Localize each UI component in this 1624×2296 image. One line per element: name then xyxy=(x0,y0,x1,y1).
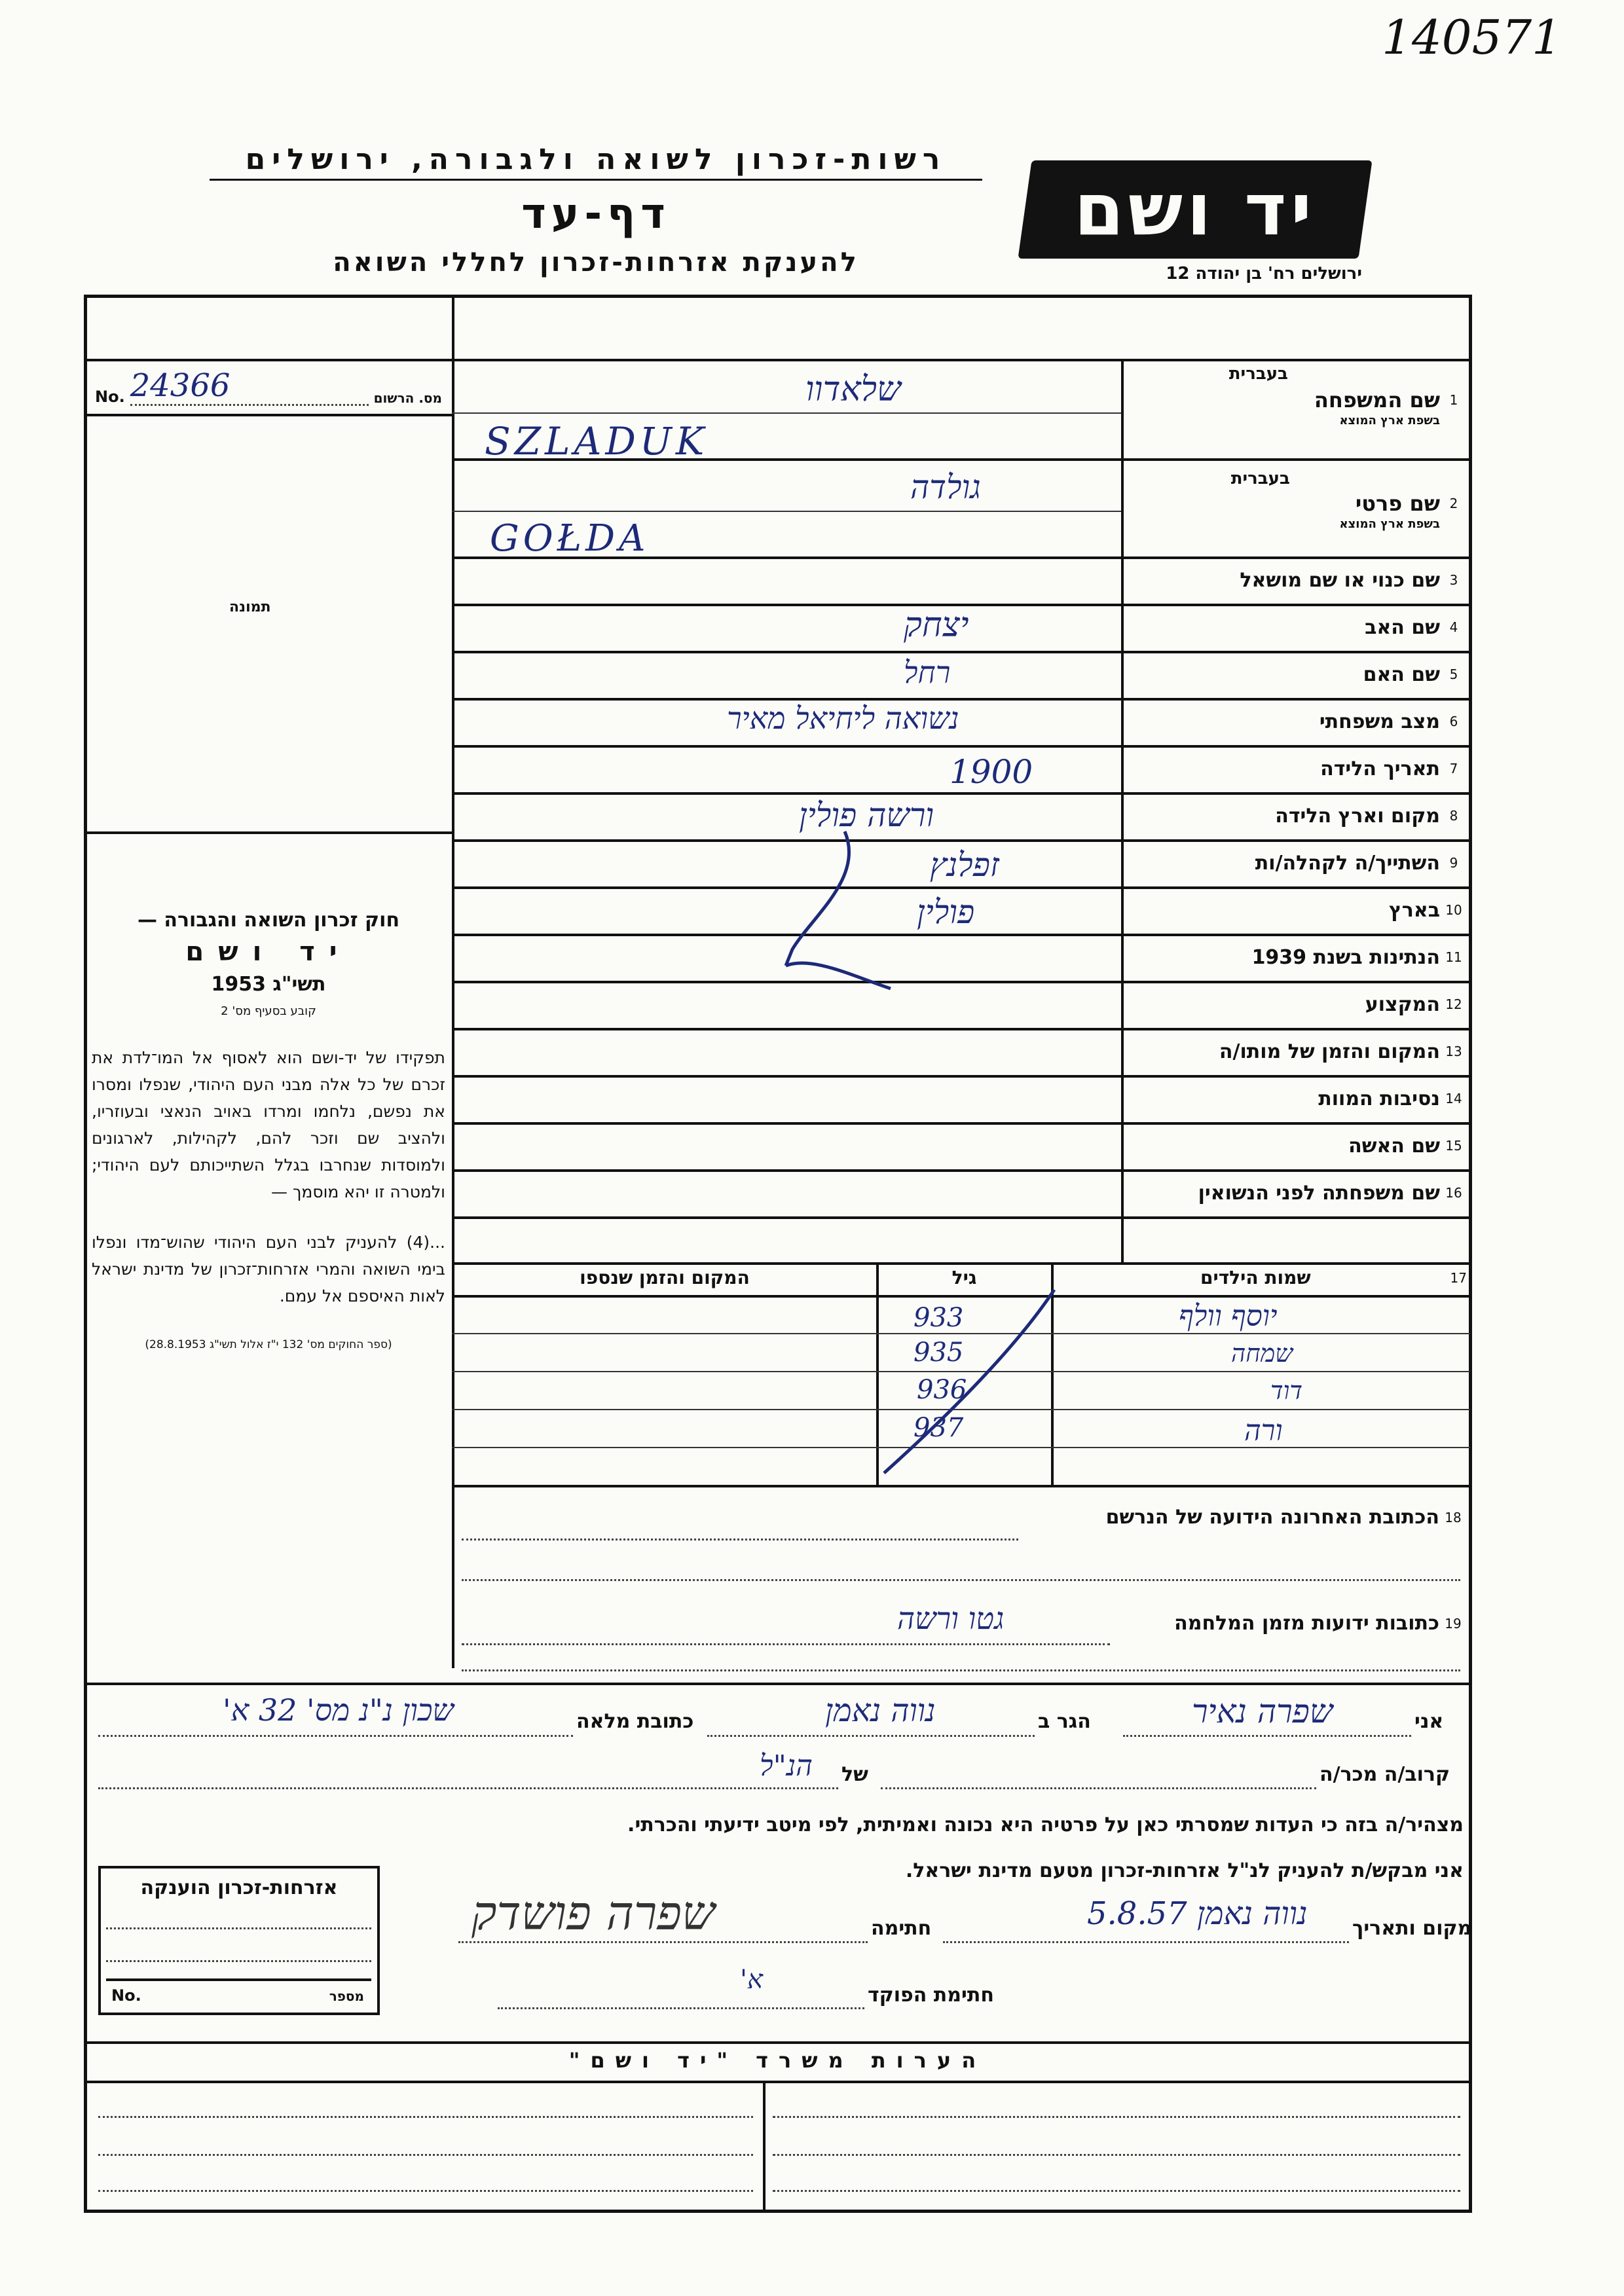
field-3-label-cell xyxy=(1124,556,1467,604)
field-13-number: 13 xyxy=(1445,1044,1462,1059)
field-1-label-cell xyxy=(1124,361,1467,457)
children-age-col: גיל xyxy=(951,1267,977,1288)
place-date-value: נווה נאמן 5.8.57 xyxy=(1087,1895,1308,1932)
field-14-label: נסיבות המוות xyxy=(1318,1087,1440,1110)
field-7-value: 1900 xyxy=(950,753,1033,791)
law-source: (ספר החוקים מס' 132 י"ז אלול תשי"ג 28.8.1953) xyxy=(145,1338,392,1351)
field-17-number: 17 xyxy=(1450,1269,1467,1286)
field-9-label: השתייך/ה לקהלה/ות xyxy=(1255,851,1440,875)
field-12-label: המקצוע xyxy=(1365,993,1440,1016)
field-9-value: זפלנץ xyxy=(930,846,999,884)
field-1-value-latin: SZLADUK xyxy=(485,419,709,464)
certificate-number-prefix: No. xyxy=(111,1986,141,2005)
field-15-number: 15 xyxy=(1445,1138,1462,1154)
field-16-label: שם משפחתה לפני הנשואין xyxy=(1198,1181,1440,1205)
field-8-value: ורשה פולין xyxy=(799,796,934,834)
field-7-label-cell xyxy=(1124,745,1467,792)
field-14-number: 14 xyxy=(1445,1091,1462,1106)
signature-value: שפרה פושדק xyxy=(471,1886,715,1941)
yad-vashem-logo xyxy=(1018,160,1372,259)
field-18-label-cell xyxy=(1022,1506,1467,1529)
declaration-relative-label: קרוב/ה מכר/ה xyxy=(1320,1763,1450,1786)
photo-label: תמונה xyxy=(229,599,271,615)
field-8-label-cell xyxy=(1124,792,1467,839)
field-2-value-hebrew: גולדה xyxy=(910,468,981,506)
field-2-label-cell xyxy=(1124,461,1467,556)
registration-label: מס. הרשום xyxy=(373,390,442,406)
field-10-label-cell xyxy=(1124,886,1467,934)
children-place-col: המקום והזמן שנספו xyxy=(580,1267,750,1288)
form-subtitle: להענקת אזרחות-זכרון לחללי השואה xyxy=(333,247,859,278)
child-2-name: שמחה xyxy=(1231,1339,1293,1368)
field-2-origin-sub: בשפת ארץ המוצא xyxy=(1339,517,1440,531)
remarks-title: הערות משרד "יד ושם" xyxy=(568,2048,987,2073)
field-11-label-cell xyxy=(1124,934,1467,981)
declaration-line-1: מצהיר/ה בזה כי העדות שמסרתי כאן על פרטיה היא נכונה ואמיתית, לפי מיטב ידיעתי והכרתי. xyxy=(627,1813,1464,1836)
field-4-label: שם האב xyxy=(1365,615,1440,639)
field-13-label: המקום והזמן של מותו/ה xyxy=(1219,1040,1440,1063)
children-strike-stroke xyxy=(871,1283,1067,1480)
declaration-address-value: שכון נ"נ מס' 32 א' xyxy=(223,1692,454,1728)
address-line: ירושלים רח' בן יהודה 12 xyxy=(1166,264,1362,283)
child-3-name: דוד xyxy=(1270,1376,1302,1405)
field-4-value: יצחק xyxy=(904,606,969,645)
field-19-value: גטו ורשה xyxy=(897,1601,1005,1636)
declaration-name: שפרה נאיר xyxy=(1192,1692,1333,1730)
field-10-value: פולין xyxy=(917,893,975,931)
field-7-label: תאריך הלידה xyxy=(1320,757,1440,780)
logo-text: יד ושם xyxy=(1074,168,1316,251)
field-1-label: שם המשפחה xyxy=(1314,388,1440,412)
field-9-label-cell xyxy=(1124,839,1467,886)
field-2-number: 2 xyxy=(1449,496,1458,511)
certificate-number-label: מספר xyxy=(329,1988,364,2004)
child-2-age: 935 xyxy=(913,1338,964,1368)
declaration-of-label: של xyxy=(841,1763,868,1786)
field-9-number: 9 xyxy=(1449,855,1458,871)
field-6-number: 6 xyxy=(1449,714,1458,729)
field-18-number: 18 xyxy=(1445,1509,1462,1525)
child-1-age: 933 xyxy=(913,1303,964,1333)
signature-label: חתימה xyxy=(871,1917,932,1940)
field-1-number: 1 xyxy=(1449,392,1458,408)
place-date-label: מקום ותאריך xyxy=(1352,1917,1472,1940)
children-names-col: שמות הילדים xyxy=(1200,1267,1311,1288)
field-11-label: הנתינות בשנת 1939 xyxy=(1251,945,1440,969)
field-5-value: רחל xyxy=(904,655,951,690)
field-6-label: מצב משפחתי xyxy=(1319,710,1440,733)
field-6-label-cell xyxy=(1124,698,1467,745)
field-8-number: 8 xyxy=(1449,808,1458,824)
field-8-label: מקום וארץ הלידה xyxy=(1275,804,1440,828)
field-19-label: כתובות ידועות מזמן המלחמה xyxy=(1174,1612,1439,1635)
org-line: רשות-זכרון לשואה ולגבורה, ירושלים xyxy=(210,143,982,181)
field-3-number: 3 xyxy=(1449,572,1458,588)
registration-row xyxy=(95,367,442,406)
child-3-age: 936 xyxy=(917,1375,967,1405)
field-19-number: 19 xyxy=(1445,1615,1462,1631)
bracket-stroke xyxy=(773,825,969,995)
declaration-resides-label: הגר ב xyxy=(1038,1710,1091,1733)
registration-prefix: No. xyxy=(95,388,125,406)
field-10-number: 10 xyxy=(1445,902,1462,918)
form-title: דף-עד xyxy=(521,190,671,238)
field-11-number: 11 xyxy=(1445,949,1462,965)
field-5-label: שם האם xyxy=(1363,663,1440,686)
field-4-number: 4 xyxy=(1449,619,1458,635)
field-2-value-latin: GOŁDA xyxy=(490,517,650,560)
child-1-name: יוסף וולף xyxy=(1179,1300,1278,1333)
law-clause: קובע בסעיף מס' 2 xyxy=(221,1004,316,1018)
field-16-label-cell xyxy=(1124,1169,1467,1216)
law-text-block xyxy=(92,907,445,1358)
field-18-label: הכתובת האחרונה הידועה של הנרשם xyxy=(1105,1506,1439,1529)
declaration-of-value: הנ"ל xyxy=(760,1749,813,1783)
field-12-number: 12 xyxy=(1445,996,1462,1012)
field-16-number: 16 xyxy=(1445,1185,1462,1201)
field-19-label-cell xyxy=(1113,1612,1467,1635)
field-2-label: שם פרטי xyxy=(1355,491,1440,516)
law-year: תשי"ג 1953 xyxy=(211,973,326,996)
law-name: יד ושם xyxy=(185,937,352,967)
field-10-label: בארץ xyxy=(1388,898,1440,922)
officer-signature-label: חתימת הפוקד xyxy=(868,1984,994,2007)
declaration-line-2: אני מבקש/ת להעניק לנ"ל אזרחות-זכרון מטעם מדינת ישראל. xyxy=(905,1859,1464,1882)
declaration-address-label: כתובת מלאה xyxy=(576,1710,694,1733)
field-13-label-cell xyxy=(1124,1028,1467,1075)
child-4-name: ורה xyxy=(1244,1414,1283,1448)
field-7-number: 7 xyxy=(1449,761,1458,776)
field-2-hebrew-sub: בעברית xyxy=(1230,469,1290,488)
law-body-2: ...(4) להעניק לבני העם היהודי שהוש־מדו ונפלו בימי השואה והמרי אזרחות־זכרון של מדינת ישראל לאות האיספם אל עמם. xyxy=(92,1233,445,1305)
field-5-label-cell xyxy=(1124,651,1467,698)
officer-signature-value: א' xyxy=(740,1965,763,1995)
field-3-label: שם כנוי או שם מושאל xyxy=(1240,568,1440,592)
field-1-hebrew-sub: בעברית xyxy=(1228,364,1288,384)
field-5-number: 5 xyxy=(1449,666,1458,682)
law-body: תפקידו של יד-ושם הוא לאסוף אל המו־לדת את זכרם של כל אלה מבני העם היהודי, שנפלו ומסרו את נפשם, נלחמו ומרדו באויב הנאצי ובעוזריו, ולהציב שם וזכר להם, לקהילות, לארגונים ולמוסדות שנחרבו בגלל השתייכותם לעם היהודי; ולמטרה זו יהא מוסמך — xyxy=(92,1048,445,1201)
field-12-label-cell xyxy=(1124,981,1467,1028)
children-names-header xyxy=(1061,1267,1467,1288)
registration-number: 24366 xyxy=(130,367,369,406)
child-4-age: 937 xyxy=(913,1413,964,1443)
field-4-label-cell xyxy=(1124,604,1467,651)
certificate-title: אזרחות-זכרון הוענקה xyxy=(140,1876,338,1899)
certificate-box xyxy=(98,1866,380,2015)
field-15-label-cell xyxy=(1124,1122,1467,1169)
field-1-value-hebrew: שלאדוו xyxy=(805,370,901,409)
field-6-value: נשואה ליחיאל מאיר xyxy=(727,701,959,736)
field-15-label: שם האשה xyxy=(1348,1134,1440,1157)
field-1-origin-sub: בשפת ארץ המוצא xyxy=(1339,414,1440,428)
law-title: חוק זכרון השואה והגבורה — xyxy=(137,909,400,932)
field-14-label-cell xyxy=(1124,1075,1467,1122)
declaration-ani: אני xyxy=(1414,1710,1444,1733)
archive-number: 140571 xyxy=(1382,10,1562,65)
declaration-resides-value: נווה נאמן xyxy=(825,1692,936,1729)
